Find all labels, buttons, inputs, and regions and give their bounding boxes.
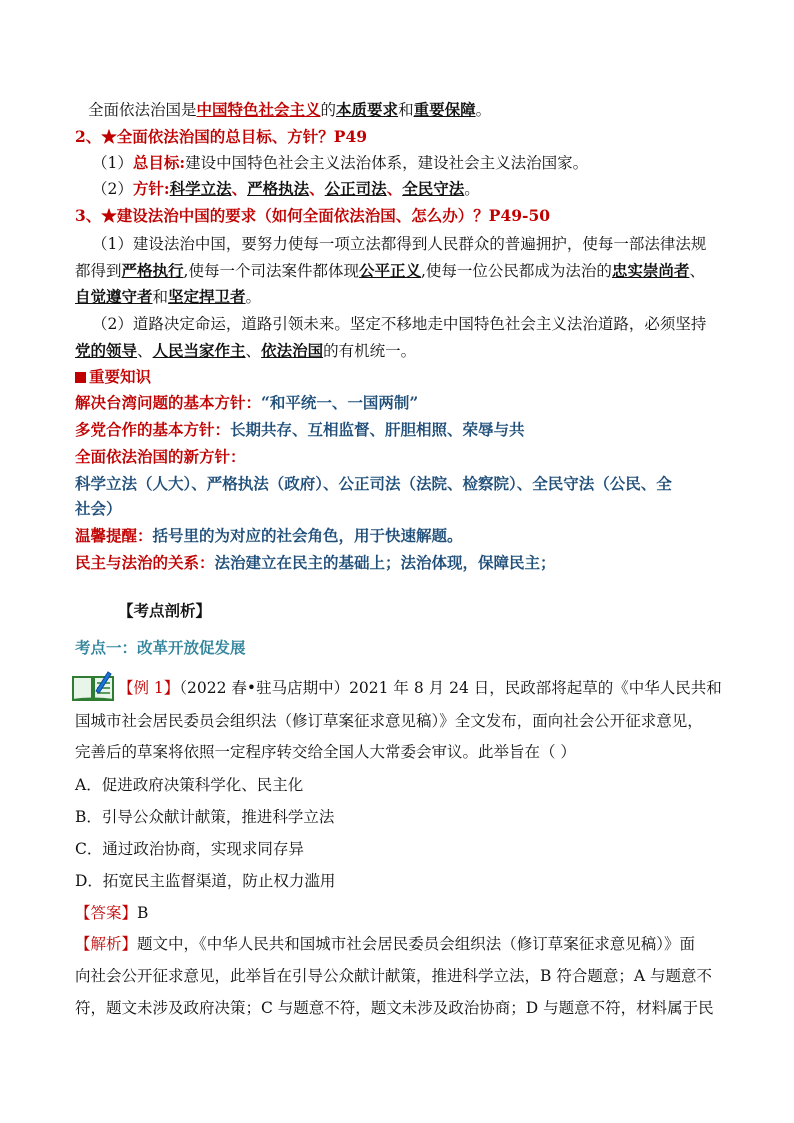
- para-essence: 全面依法治国是中国特色社会主义的本质要求和重要保障。: [88, 100, 492, 119]
- new-policy-line-1: 科学立法（人大）、严格执法（政府）、公正司法（法院、检察院）、全民守法（公民、全: [75, 474, 672, 493]
- para-req-1b: 都得到严格执行,使每一个司法案件都体现公平正义,使每一位公民都成为法治的忠实崇尚者、: [75, 261, 705, 280]
- para-req-2b: 党的领导、人民当家作主、依法治国的有机统一。: [75, 341, 417, 360]
- para-req-2: （2）道路决定命运，道路引领未来。坚定不移地走中国特色社会主义法治道路，必须坚持: [92, 315, 707, 333]
- book-icon: [70, 669, 116, 703]
- heading-3: 3、★建设法治中国的要求（如何全面依法治国、怎么办）？P49-50: [75, 206, 551, 225]
- important-knowledge-heading: 重要知识: [75, 366, 151, 388]
- option-a: A．促进政府决策科学化、民主化: [75, 776, 304, 794]
- option-b: B．引导公众献计献策，推进科学立法: [75, 808, 335, 826]
- analysis-line-3: 符，题文未涉及政府决策；C 与题意不符，题文未涉及政治协商；D 与题意不符，材料属于民: [75, 999, 714, 1017]
- new-policy-line-2: 社会）: [75, 499, 122, 518]
- example-1-line-1: 【例 1】（2022 春•驻马店期中）2021 年 8 月 24 日，民政部将起草的《中华人民共和: [118, 679, 722, 697]
- para-goal: （1）总目标:建设中国特色社会主义法治体系，建设社会主义法治国家。: [92, 153, 589, 172]
- taiwan-policy: 解决台湾问题的基本方针：“和平统一、一国两制”: [75, 393, 419, 412]
- example-1-line-2: 国城市社会居民委员会组织法（修订草案征求意见稿）》全文发布，面向社会公开征求意见，: [75, 712, 703, 730]
- option-c: C．通过政治协商，实现求同存异: [75, 840, 304, 858]
- para-policy: （2）方针:科学立法、严格执法、公正司法、全民守法。: [92, 179, 480, 198]
- example-1-line-3: 完善后的草案将依照一定程序转交给全国人大常委会审议。此举旨在（ ）: [75, 743, 576, 761]
- tip-line: 温馨提醒：括号里的为对应的社会角色，用于快速解题。: [75, 526, 463, 545]
- analysis-line-1: 【解析】题文中，《中华人民共和国城市社会居民委员会组织法（修订草案征求意见稿）》面: [75, 935, 696, 953]
- democracy-law-line: 民主与法治的关系：法治建立在民主的基础上；法治体现，保障民主；: [75, 553, 556, 572]
- multiparty-policy: 多党合作的基本方针：长期共存、互相监督、肝胆相照、荣辱与共: [75, 420, 525, 439]
- para-req-1c: 自觉遵守者和坚定捍卫者。: [75, 287, 262, 306]
- square-bullet-icon: [75, 372, 86, 383]
- option-d: D．拓宽民主监督渠道，防止权力滥用: [75, 872, 336, 890]
- analysis-title: 【考点剖析】: [118, 601, 212, 620]
- heading-2: 2、★全面依法治国的总目标、方针？P49: [75, 127, 368, 146]
- new-policy-heading: 全面依法治国的新方针：: [75, 447, 246, 466]
- topic-one: 考点一：改革开放促发展: [75, 638, 246, 657]
- answer-line: 【答案】B: [75, 904, 149, 922]
- analysis-line-2: 向社会公开征求意见，此举旨在引导公众献计献策，推进科学立法，B 符合题意；A 与题意不: [75, 967, 712, 985]
- para-req-1: （1）建设法治中国，要努力使每一项立法都得到人民群众的普遍拥护，使每一部法律法规: [92, 235, 707, 253]
